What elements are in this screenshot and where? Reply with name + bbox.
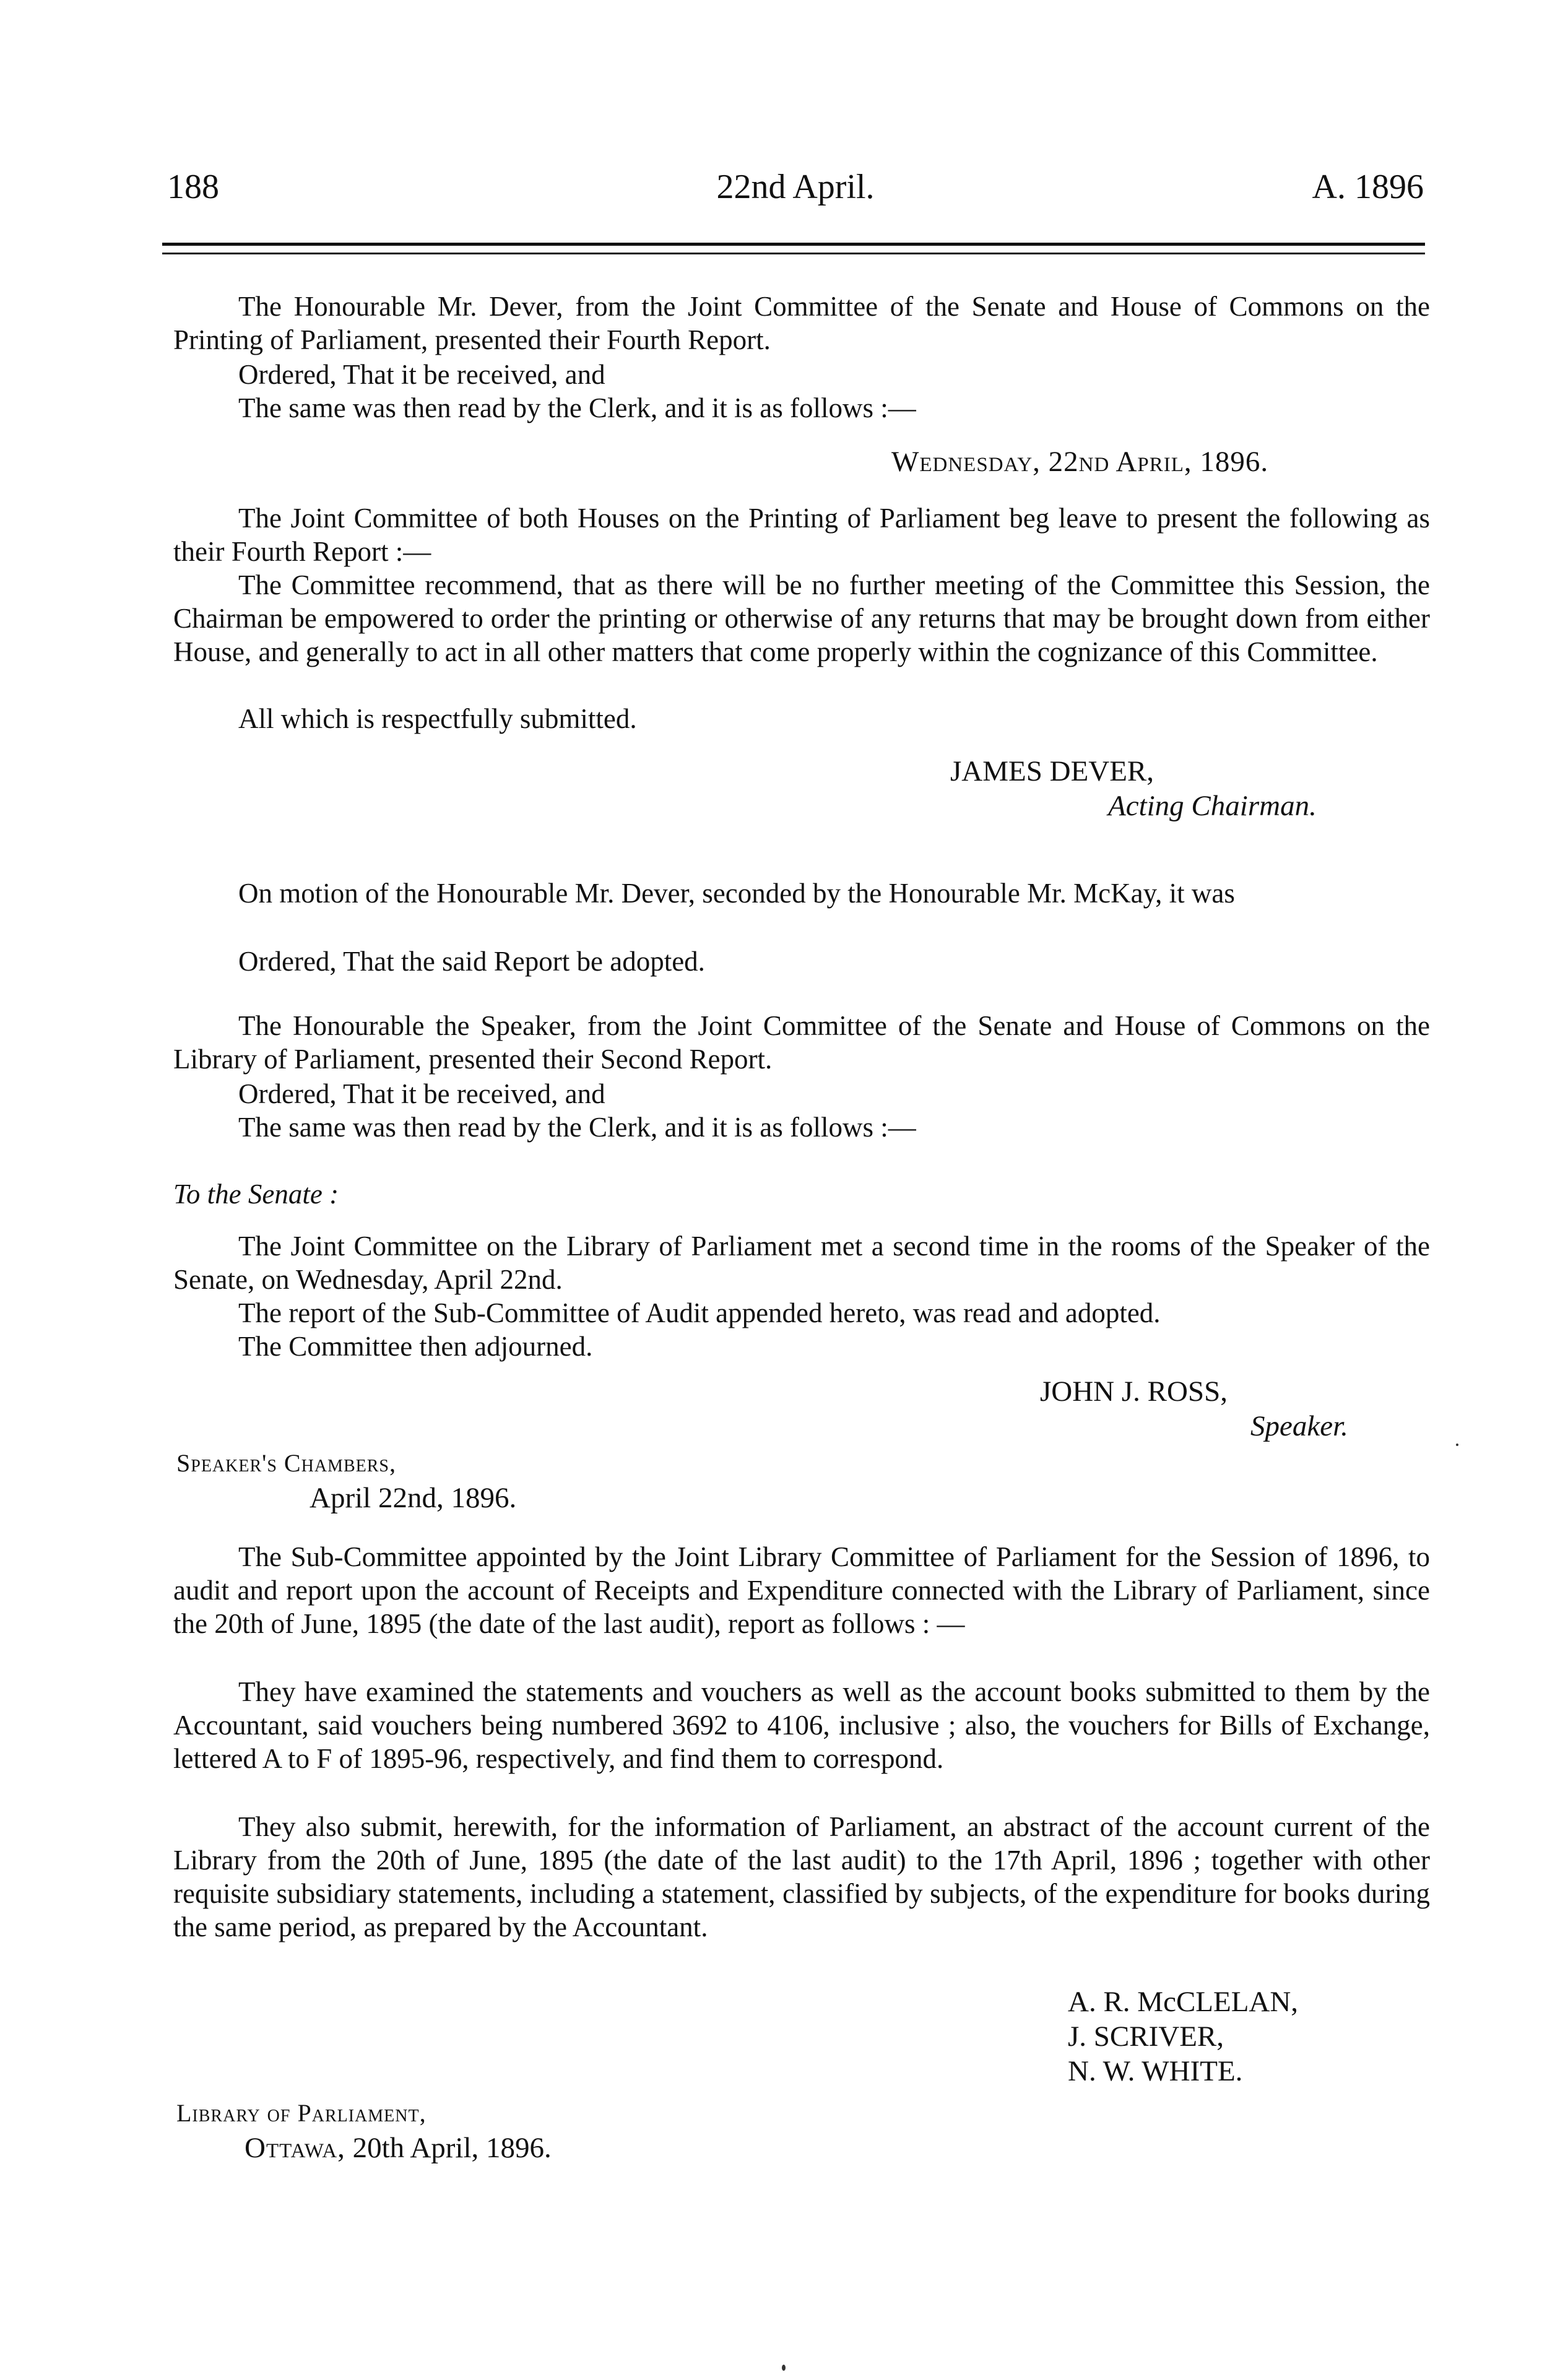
header-rule-thick — [162, 243, 1425, 246]
audit-report-paragraph: The Sub-Committee appointed by the Joint Library Committee of Parliament for the Session of 1896, to audit and report upon the account of Receipts and Expenditure connected with the Library of Parliament, since the 20th of June, 1895 (the date of the last audit), report as follows : — — [173, 1541, 1430, 1639]
library-report-ordered: Ordered, That it be received, and — [238, 1078, 605, 1109]
signature-title: Acting Chairman. — [1108, 790, 1317, 822]
header-rule-thin — [162, 253, 1425, 254]
library-report-read: The same was then read by the Clerk, and it is as follows :— — [238, 1112, 916, 1143]
signature-title: Speaker. — [1250, 1410, 1348, 1442]
library-report-paragraph: The Joint Committee on the Library of Parliament met a second time in the rooms of the Speaker of the Senate, on Wednesday, April 22nd. — [173, 1231, 1430, 1295]
scan-speck — [782, 2365, 786, 2371]
scan-speck — [1456, 1444, 1458, 1446]
audit-report-paragraph: They have examined the statements and vouchers as well as the account books submitted to them by the Accountant, said vouchers being numbered 3692 to 4106, inclusive ; also, the vouchers for Bills of Exchange, lettered A to F of 1895-96, respectively, and find them to correspond. — [173, 1676, 1430, 1774]
page-header — [167, 167, 1424, 217]
signature-name: JOHN J. ROSS, — [1040, 1375, 1228, 1408]
printing-report-ordered: Ordered, That it be received, and — [238, 359, 605, 390]
signatory: A. R. McCLELAN, — [1068, 1986, 1299, 2018]
printing-report-paragraph: The Joint Committee of both Houses on the Printing of Parliament beg leave to present the following as their Fourth Report :— — [173, 503, 1430, 567]
printing-report-dateline: Wednesday, 22nd April, 1896. — [891, 446, 1269, 478]
motion-text: On motion of the Honourable Mr. Dever, seconded by the Honourable Mr. McKay, it was — [238, 878, 1235, 909]
library-report-intro: The Honourable the Speaker, from the Joint Committee of the Senate and House of Commons on the Library of Parliament, presented their Second Report. — [173, 1010, 1430, 1075]
salutation: To the Senate : — [173, 1179, 339, 1210]
printing-report-paragraph: All which is respectfully submitted. — [238, 703, 637, 734]
signatory: N. W. WHITE. — [1068, 2055, 1243, 2087]
place-line: Speaker's Chambers, — [176, 1449, 396, 1477]
place-date: 20th April, 1896. — [345, 2132, 552, 2164]
header-date: 22nd April. — [716, 168, 875, 206]
library-report-paragraph: The report of the Sub-Committee of Audit appended hereto, was read and adopted. — [238, 1297, 1161, 1328]
printing-report-read: The same was then read by the Clerk, and it is as follows :— — [238, 392, 916, 423]
place-city: Ottawa, — [245, 2132, 345, 2164]
place-date-line — [245, 2131, 552, 2165]
audit-report-paragraph: They also submit, herewith, for the information of Parliament, an abstract of the account current of the Library from the 20th of June, 1895 (the date of the last audit) to the 17th April, 1896 ; together with other requisite subsidiary statements, including a statement, classified by subjects, of the expenditure for books during the same period, as prepared by the Accountant. — [173, 1811, 1430, 1942]
signature-name: JAMES DEVER, — [950, 755, 1154, 787]
printing-report-paragraph: The Committee recommend, that as there will be no further meeting of the Committee this Session, the Chairman be empowered to order the printing or otherwise of any returns that may be brought down from either House, and generally to act in all other matters that come properly within the cognizance of this Committee. — [173, 569, 1430, 667]
library-report-paragraph: The Committee then adjourned. — [238, 1331, 593, 1362]
place-line: Library of Parliament, — [176, 2099, 427, 2127]
signatory: J. SCRIVER, — [1068, 2020, 1224, 2053]
motion-ordered: Ordered, That the said Report be adopted. — [238, 946, 705, 977]
printing-report-intro: The Honourable Mr. Dever, from the Joint Committee of the Senate and House of Commons on the Printing of Parliament, presented their Fourth Report. — [173, 291, 1430, 355]
page-number: 188 — [167, 168, 219, 206]
header-year: A. 1896 — [1312, 168, 1424, 206]
place-date: April 22nd, 1896. — [310, 1482, 517, 1514]
